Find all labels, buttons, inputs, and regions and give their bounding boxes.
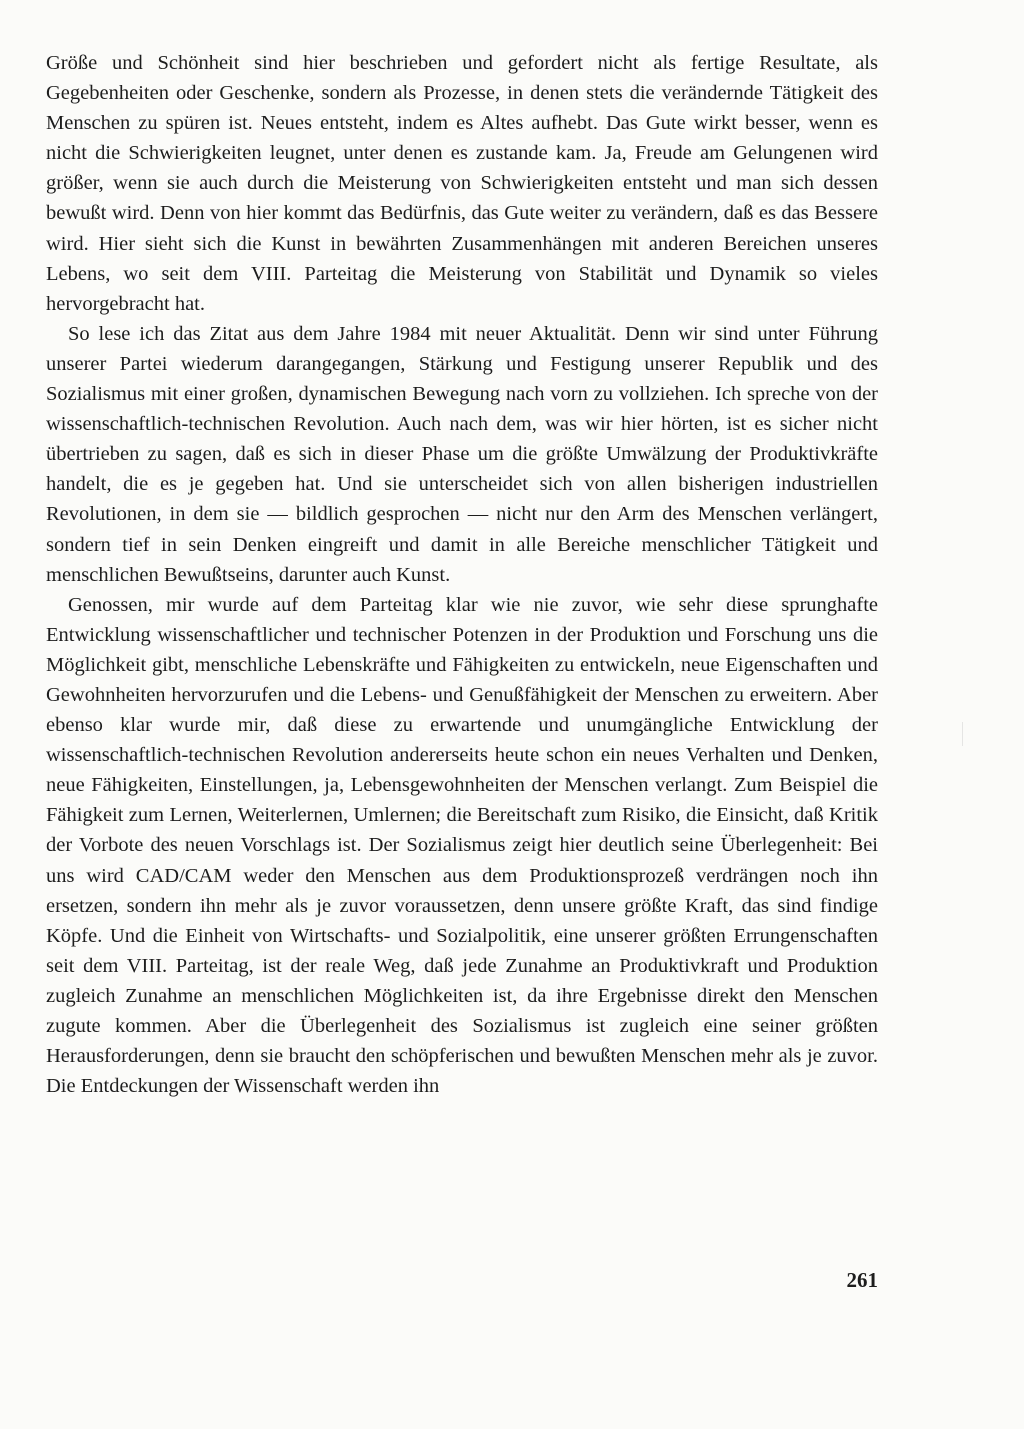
scan-mark bbox=[962, 722, 963, 746]
body-text bbox=[46, 48, 878, 1101]
paragraph-3: Genossen, mir wurde auf dem Parteitag klar wie nie zuvor, wie sehr diese sprunghafte Entwicklung wissenschaftlicher und technischer Potenzen in der Produktion und Forschung uns die Möglichkeit gibt, menschliche Lebenskräfte und Fähigkeiten zu entwickeln, neue Eigenschaften und Gewohnheiten hervorzurufen und die Lebens- und Genußfähigkeit der Menschen zu erweitern. Aber ebenso klar wurde mir, daß diese zu erwartende und unumgängliche Entwicklung der wissenschaftlich-technischen Revolution andererseits heute schon ein neues Verhalten und Denken, neue Fähigkeiten, Einstellungen, ja, Lebensgewohnheiten der Menschen verlangt. Zum Beispiel die Fähigkeit zum Lernen, Weiterlernen, Umlernen; die Bereitschaft zum Risiko, die Einsicht, daß Kritik der Vorbote des neuen Vorschlags ist. Der Sozialismus zeigt hier deutlich seine Überlegenheit: Bei uns wird CAD/CAM weder den Menschen aus dem Produktionsprozeß verdrängen noch ihn ersetzen, sondern ihn mehr als je zuvor voraussetzen, denn unsere größte Kraft, das sind findige Köpfe. Und die Einheit von Wirtschafts- und Sozialpolitik, eine unserer größten Errungenschaften seit dem VIII. Parteitag, ist der reale Weg, daß jede Zunahme an Produktivkraft und Produktion zugleich Zunahme an menschlichen Möglichkeiten ist, da ihre Ergebnisse direkt den Menschen zugute kommen. Aber die Überlegenheit des Sozialismus ist zugleich eine seiner größten Herausforderungen, denn sie braucht den schöpferischen und bewußten Menschen mehr als je zuvor. Die Entdeckungen der Wissenschaft werden ihn bbox=[46, 593, 878, 1098]
paragraph-2: So lese ich das Zitat aus dem Jahre 1984 mit neuer Aktualität. Denn wir sind unter Führung unserer Partei wiederum darangegangen, Stärkung und Festigung unserer Republik und des Sozialismus mit einer großen, dynamischen Bewegung nach vorn zu vollziehen. Ich spreche von der wissenschaftlich-technischen Revolution. Auch nach dem, was wir hier hörten, ist es sicher nicht übertrieben zu sagen, daß es sich in dieser Phase um die größte Umwälzung der Produktivkräfte handelt, die es je gegeben hat. Und sie unterscheidet sich von allen bisherigen industriellen Revolutionen, in dem sie — bildlich gesprochen — nicht nur den Arm des Menschen verlängert, sondern tief in sein Denken eingreift und damit in alle Bereiche menschlicher Tätigkeit und menschlichen Bewußtseins, darunter auch Kunst. bbox=[46, 322, 878, 586]
paragraph-1: Größe und Schönheit sind hier beschrieben und gefordert nicht als fertige Resultate, als Gegebenheiten oder Geschenke, sondern als Prozesse, in denen stets die verändernde Tätigkeit des Menschen zu spüren ist. Neues entsteht, indem es Altes aufhebt. Das Gute wirkt besser, wenn es nicht die Schwierigkeiten leugnet, unter denen es zustande kam. Ja, Freude am Gelungenen wird größer, wenn sie auch durch die Meisterung von Schwierigkeiten entsteht und man sich dessen bewußt wird. Denn von hier kommt das Bedürfnis, das Gute weiter zu verändern, daß es das Bessere wird. Hier sieht sich die Kunst in bewährten Zusammenhängen mit anderen Bereichen unseres Lebens, wo seit dem VIII. Parteitag die Meisterung von Stabilität und Dynamik so vieles hervorgebracht hat. bbox=[46, 52, 878, 315]
page-number: 261 bbox=[846, 1268, 878, 1292]
